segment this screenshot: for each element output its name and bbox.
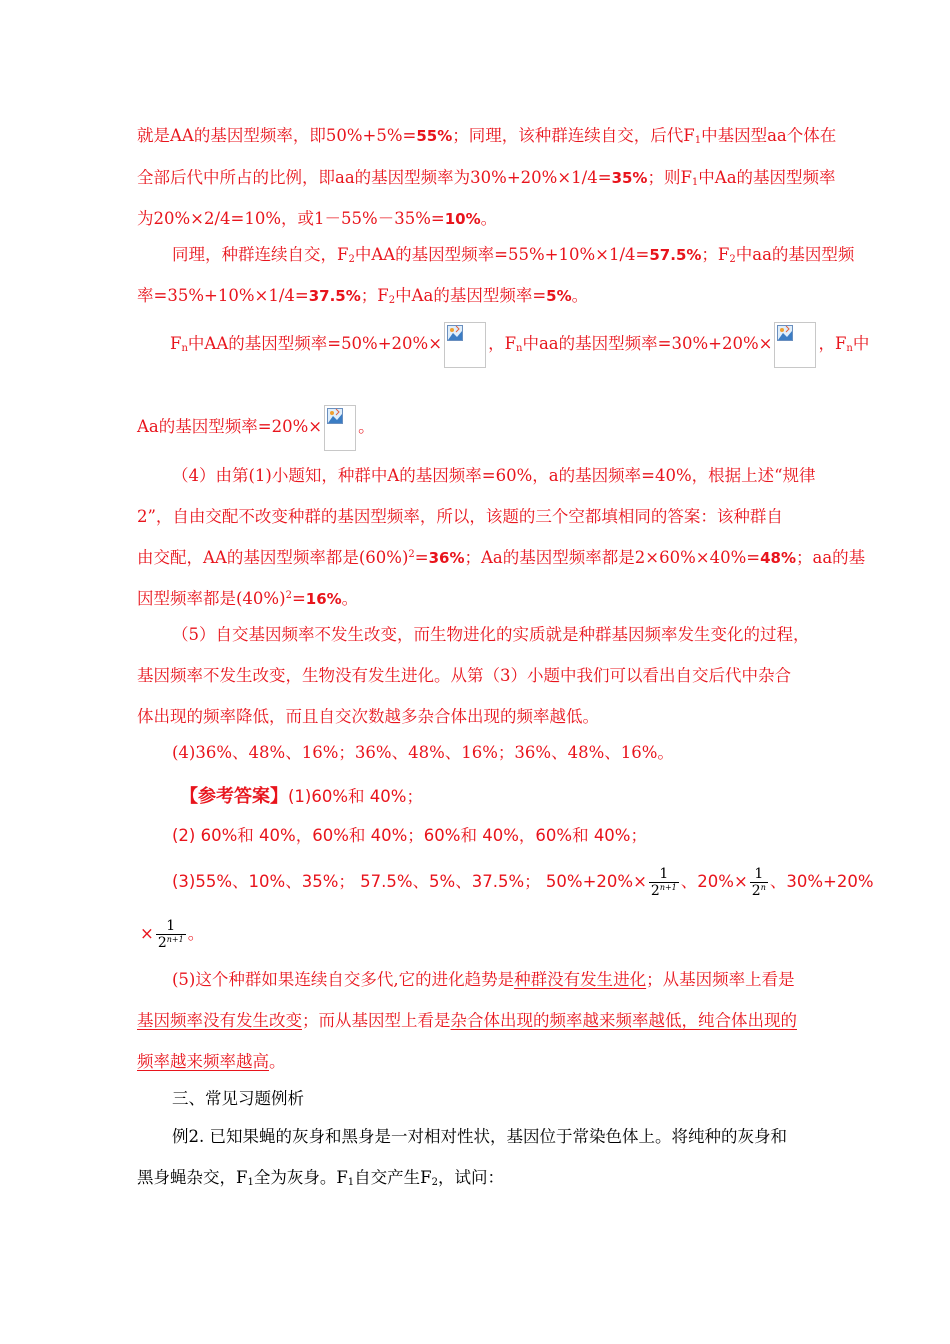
text-line: (5)这个种群如果连续自交多代,它的进化趋势是种群没有发生进化；从基因频率上看是 — [172, 970, 795, 989]
text-line: 基因频率不发生改变，生物没有发生进化。从第（3）小题中我们可以看出自交后代中杂合 — [137, 666, 791, 685]
text-line: 例2. 已知果蝇的灰身和黑身是一对相对性状，基因位于常染色体上。将纯种的灰身和 — [172, 1127, 787, 1146]
text-line: 黑身蝇杂交，$F_1$全为灰身。$F_1$自交产生$F_2$，试问： — [137, 1168, 504, 1188]
text-line: 就是AA的基因型频率，即50%+5%=55%；同理，该种群连续自交，后代$F_1$中基因型aa个体在 — [137, 126, 837, 146]
text-line: 率=35%+10%×1/4=37.5%；$F_2$中Aa的基因型频率=5%。 — [137, 286, 589, 306]
text-line: 由交配，AA的基因型频率都是$(60\%)^2=36\%$；Aa的基因型频率都是2×60%×40%=48%；aa的基 — [137, 548, 866, 567]
answer-line: 【参考答案】(1)60%和 40%； — [180, 786, 423, 807]
text-line: 体出现的频率降低，而且自交次数越多杂合体出现的频率越低。 — [137, 707, 599, 726]
answer-line: × $\frac{1}{2^{n+1}}$ 。 — [140, 918, 205, 951]
fraction: $\frac{1}{2^{n+1}}$ — [650, 866, 677, 899]
text-line: 全部后代中所占的比例，即aa的基因型频率为30%+20%×1/4=35%；则$F_1$中Aa的基因型频率 — [137, 168, 836, 188]
text-line: 频率越来频率越高。 — [137, 1052, 286, 1071]
broken-image-icon — [324, 405, 356, 451]
text-line: （4）由第(1)小题知，种群中A的基因频率=60%，a的基因频率=40%，根据上述“规律 — [172, 466, 816, 485]
text-line-with-image: Aa的基因型频率=20%× 。 — [137, 403, 375, 451]
fraction: $\frac{1}{2^{n+1}}$ — [157, 918, 184, 951]
text-line: (4)36%、48%、16%；36%、48%、16%；36%、48%、16%。 — [172, 743, 674, 762]
broken-image-icon — [774, 322, 816, 368]
answer-line: (3)55%、10%、35%； 57.5%、5%、37.5%； 50%+20%× $\frac{1}{2^{n+1}}$ 、20%× $\frac{1}{2^n}$ 、30%+20% — [172, 866, 874, 899]
broken-image-icon — [444, 322, 486, 368]
text-line: （5）自交基因频率不发生改变，而生物进化的实质就是种群基因频率发生变化的过程， — [172, 625, 810, 644]
text-line: 为20%×2/4=10%，或1－55%－35%=10%。 — [137, 209, 498, 228]
text-line: 同理，种群连续自交，$F_2$中AA的基因型频率=55%+10%×1/4=57.5%；$F_2$中aa的基因型频 — [172, 245, 855, 265]
text-line-with-images: $F_n$中AA的基因型频率=50%+20%× ，$F_n$中aa的基因型频率=30%+20%× ，$F_n$中 — [170, 320, 869, 368]
text-line: 基因频率没有发生改变；而从基因型上看是杂合体出现的频率越来频率越低，纯合体出现的 — [137, 1011, 797, 1030]
answer-line: (2) 60%和 40%，60%和 40%；60%和 40%，60%和 40%； — [172, 826, 647, 845]
section-heading: 三、常见习题例析 — [172, 1089, 304, 1108]
text-line: 2”，自由交配不改变种群的基因型频率，所以，该题的三个空都填相同的答案：该种群自 — [137, 507, 783, 526]
text-line: 因型频率都是$(40\%)^2=16\%$。 — [137, 589, 359, 608]
fraction: $\frac{1}{2^n}$ — [751, 866, 766, 899]
